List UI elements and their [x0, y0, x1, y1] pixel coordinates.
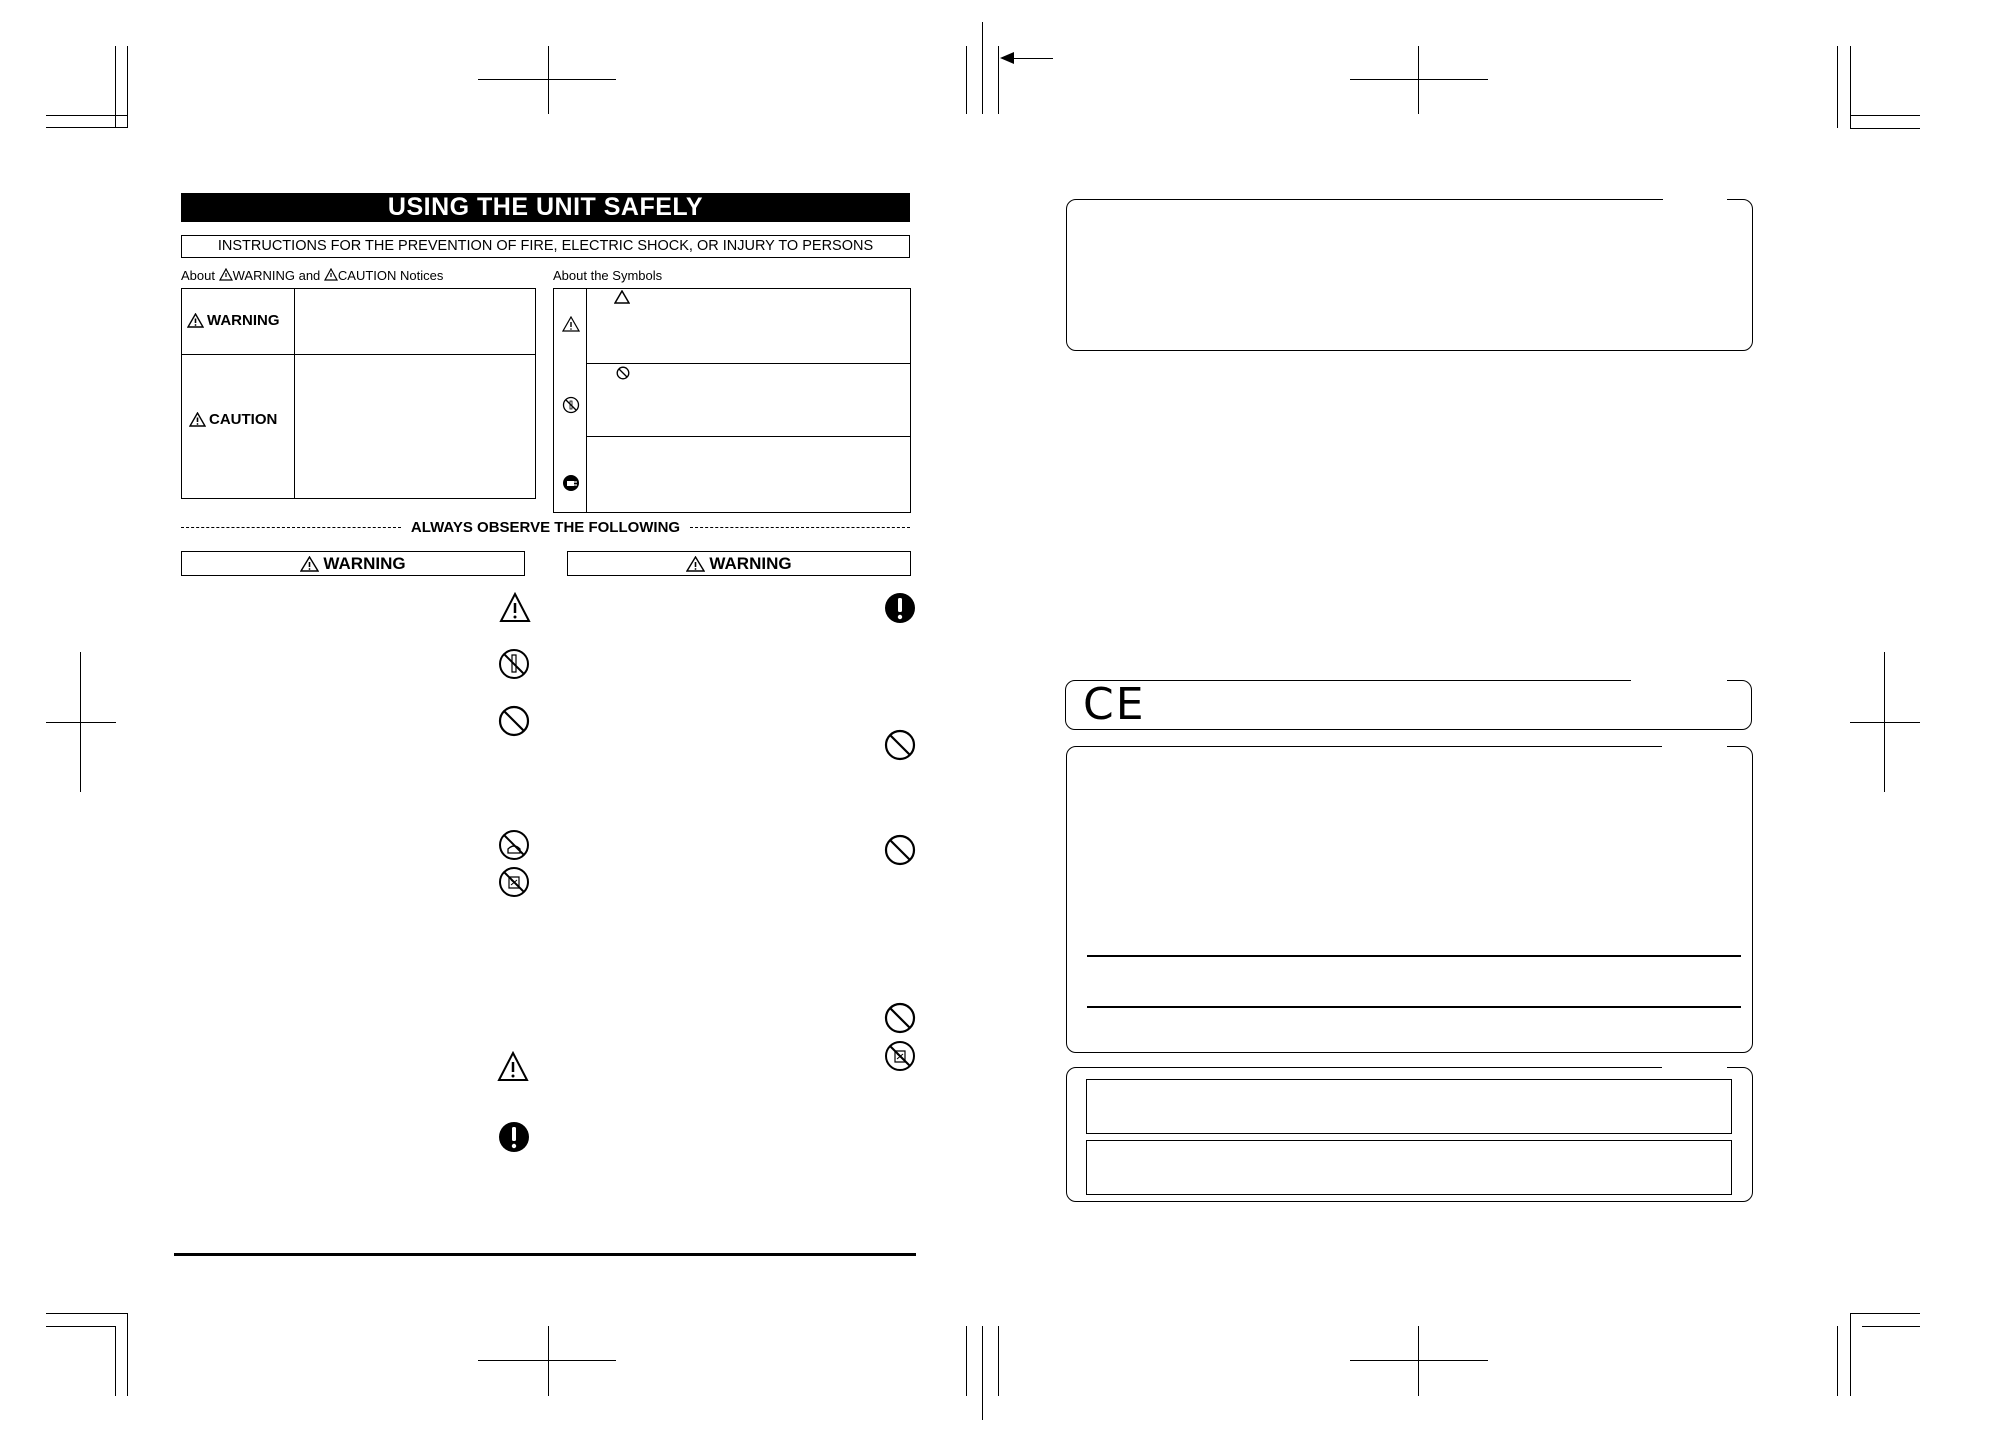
- prohibited-icon: [498, 705, 530, 737]
- right-warning-heading: [567, 551, 911, 576]
- info-box-middle: [1066, 746, 1753, 1053]
- symbols-caption: About the Symbols: [553, 268, 663, 283]
- notices-caption-warning: WARNING: [232, 268, 295, 283]
- warning-triangle-icon: [219, 268, 233, 281]
- warning-triangle-icon: [187, 313, 204, 328]
- warning-triangle-icon: [686, 556, 705, 572]
- left-warning-heading-text: WARNING: [323, 553, 406, 573]
- always-observe-divider: [181, 518, 910, 536]
- warning-label-text: WARNING: [207, 312, 280, 329]
- notices-caption-and: and: [298, 268, 321, 283]
- always-observe-text: ALWAYS OBSERVE THE FOLLOWING: [410, 518, 681, 536]
- prohibited-icon: [884, 1002, 916, 1034]
- fill-line-2: [1087, 1006, 1741, 1008]
- no-touch-icon: [884, 1040, 916, 1072]
- no-touch-icon: [498, 866, 530, 898]
- ce-mark: CE: [1083, 679, 1146, 730]
- symbols-table: [553, 288, 911, 513]
- prohibited-disassemble-icon: [562, 396, 580, 414]
- no-disassemble-icon: [498, 648, 530, 680]
- warning-triangle-icon: [324, 268, 338, 281]
- prohibited-icon: [884, 729, 916, 761]
- warning-triangle-icon: [189, 412, 206, 427]
- warning-triangle-icon: [300, 556, 319, 572]
- warning-triangle-icon: [497, 1051, 529, 1083]
- page-title: USING THE UNIT SAFELY: [181, 193, 910, 222]
- arrow-left-icon: [1000, 52, 1014, 64]
- prohibited-icon: [616, 366, 630, 380]
- mandatory-icon: [884, 592, 916, 624]
- caution-label: [189, 411, 277, 428]
- notices-caption-prefix: About: [181, 268, 215, 283]
- warning-label: [187, 312, 280, 329]
- blank-field-1: [1086, 1079, 1732, 1134]
- caution-label-text: CAUTION: [209, 411, 278, 428]
- ce-box: [1065, 680, 1752, 730]
- blank-field-2: [1086, 1140, 1732, 1195]
- footer-rule: [174, 1253, 916, 1256]
- notices-caption: [181, 268, 443, 283]
- notices-caption-suffix: Notices: [400, 268, 444, 283]
- unplug-icon: [562, 474, 580, 492]
- mandatory-icon: [498, 1121, 530, 1153]
- page-subtitle: INSTRUCTIONS FOR THE PREVENTION OF FIRE, ELECTRIC SHOCK, OR INJURY TO PERSONS: [181, 235, 910, 258]
- left-warning-heading: [181, 551, 525, 576]
- no-water-icon: [498, 829, 530, 861]
- info-box-bottom: [1066, 1067, 1753, 1202]
- prohibited-icon: [884, 834, 916, 866]
- notices-caption-caution: CAUTION: [337, 268, 397, 283]
- triangle-outline-icon: [614, 290, 630, 304]
- right-warning-heading-text: WARNING: [709, 553, 792, 573]
- info-box-top: [1066, 199, 1753, 351]
- warning-triangle-icon: [499, 592, 531, 624]
- fill-line-1: [1087, 955, 1741, 957]
- warning-triangle-icon: [562, 316, 580, 332]
